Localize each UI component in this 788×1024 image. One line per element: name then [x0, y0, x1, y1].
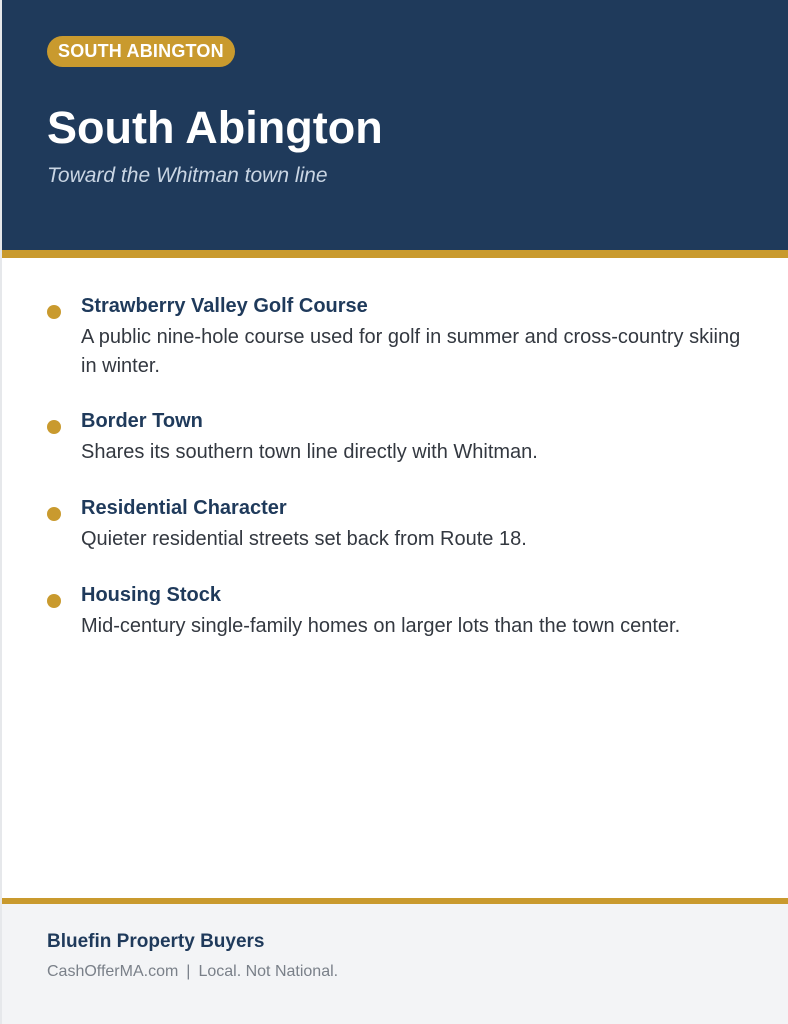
footer-tagline: Local. Not National. — [198, 963, 339, 980]
list-item-description: Shares its southern town line directly with Whitman. — [81, 441, 538, 463]
list-item-title: Border Town — [81, 410, 203, 432]
list-item-description: A public nine-hole course used for golf in summer and cross-country skiing in winter. — [81, 326, 741, 377]
list-item-title: Residential Character — [81, 497, 287, 519]
footer-contact-line — [47, 961, 338, 983]
page-subtitle: Toward the Whitman town line — [47, 164, 328, 187]
company-name: Bluefin Property Buyers — [47, 931, 265, 952]
bullet-icon — [47, 594, 61, 608]
header — [2, 0, 788, 250]
list-item-title: Housing Stock — [81, 584, 222, 606]
header-accent-divider — [2, 250, 788, 258]
list-item-title: Strawberry Valley Golf Course — [81, 295, 368, 317]
list-item-description: Mid-century single-family homes on larger lots than the town center. — [81, 615, 681, 637]
bullet-icon — [47, 420, 61, 434]
location-badge: SOUTH ABINGTON — [47, 36, 235, 67]
page-title: South Abington — [47, 102, 383, 153]
feature-list — [2, 258, 788, 898]
website-link[interactable]: CashOfferMA.com — [47, 963, 179, 980]
bullet-icon — [47, 507, 61, 521]
list-item-description: Quieter residential streets set back from Route 18. — [81, 528, 527, 550]
footer — [2, 904, 788, 1024]
bullet-icon — [47, 305, 61, 319]
footer-separator: | — [186, 963, 191, 980]
